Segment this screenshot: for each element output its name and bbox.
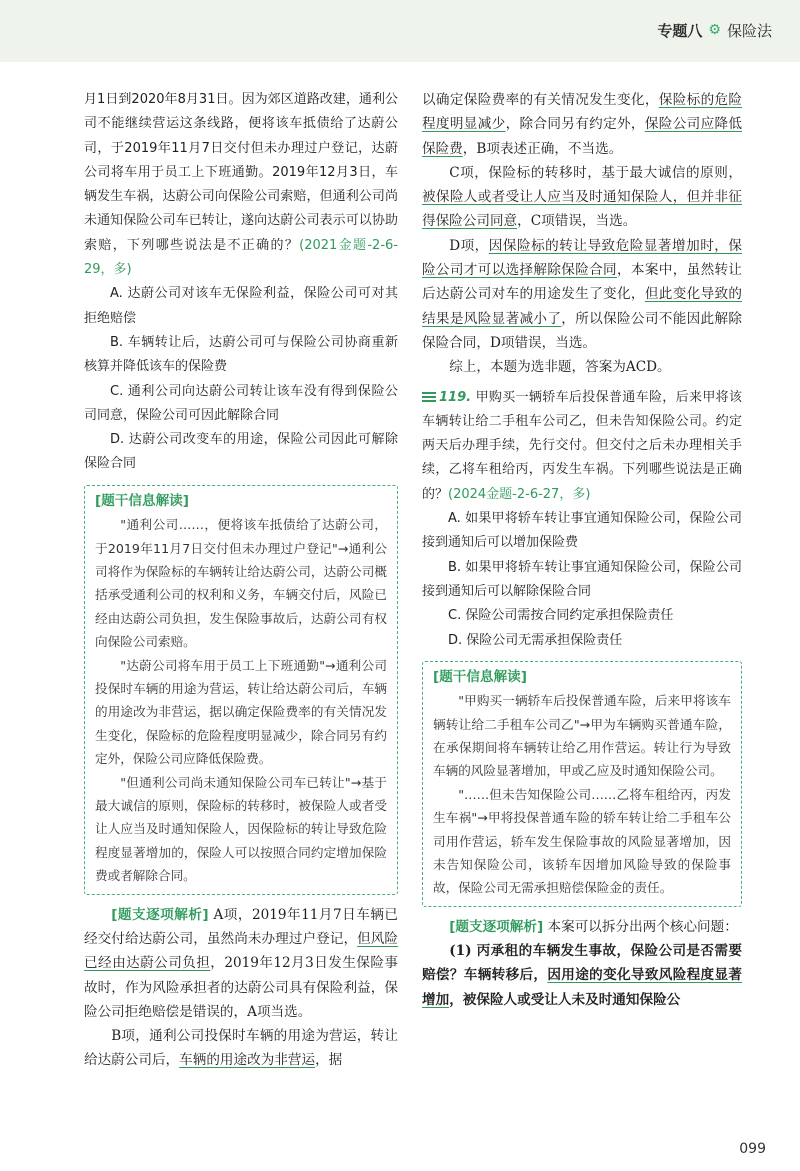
running-header (657, 18, 772, 42)
conclusion: 综上，本题为选非题，答案为ACD。 (449, 359, 671, 376)
info-box-title: [题干信息解读] (433, 668, 527, 685)
info-box-paragraph: "达蔚公司将车用于员工上下班通勤"→通利公司投保时车辆的用途为营运，转让给达蔚公司后，车辆的用途改为非营运，据以确定保险费率的有关情况发生变化，保险标的危险程度明显减少，除合同另有约定外，保险公司应降低保险费。 (95, 657, 387, 767)
option-b: B. 车辆转让后，达蔚公司可与保险公司协商重新核算并降低该车的保险费 (84, 334, 398, 375)
option-b: B. 如果甲将轿车转让事宜通知保险公司，保险公司接到通知后可以解除保险合同 (422, 559, 742, 599)
analysis-b-continued: 以确定保险费率的有关情况发生变化，保险标的危险程度明显减少，除合同另有约定外，保险公司应降低保险费，B项表述正确，不当选。 (422, 92, 743, 157)
option-a: A. 如果甲将轿车转让事宜通知保险公司，保险公司接到通知后可以增加保险费 (422, 511, 742, 551)
analysis-point-1: (1) 丙承租的车辆发生事故，保险公司是否需要赔偿？车辆转移后，因用途的变化导致风险程度显著增加，被保险人或受让人未及时通知保险公 (422, 943, 743, 1008)
option-c: C. 通利公司向达蔚公司转让该车没有得到保险公司同意，保险公司可因此解除合同 (84, 383, 398, 423)
analysis-c: C项，保险标的转移时，基于最大诚信的原则，被保险人或者受让人应当及时通知保险人，但并非征得保险公司同意，C项错误，当选。 (422, 164, 742, 230)
info-box-paragraph: "甲购买一辆轿车后投保普通车险，后来甲将该车辆转让给二手租车公司乙"→甲为车辆购买普通车险，在承保期间将车辆转让给乙用作营运。转让行为导致车辆的风险显著增加，甲或乙应及时通知保险公司。 (433, 693, 731, 779)
analysis-d: D项，因保险标的转让导致危险显著增加时，保险公司才可以选择解除保险合同，本案中，虽然转让后达蔚公司对车的用途发生了变化，但此变化导致的结果是风险显著减小了，所以保险公司不能因此解除保险合同，D项错误，当选。 (422, 237, 743, 351)
info-box-paragraph: "……但未告知保险公司……乙将车租给丙，丙发生车祸"→甲将投保普通车险的轿车转让给二手租车公司用作营运，轿车发生保险事故的风险显著增加，因未告知保险公司，该轿车因增加风险导致的保险事故，保险公司无需承担赔偿保险金的责任。 (433, 786, 731, 896)
option-d: D. 保险公司无需承担保险责任 (448, 632, 623, 648)
question-source: (2021金题-2-6-29，多) (84, 237, 398, 278)
info-box (84, 485, 398, 895)
info-box-paragraph: "通利公司……，便将该车抵债给了达蔚公司，于2019年11月7日交付但未办理过户登记"→通利公司将作为保险标的车辆转让给达蔚公司，达蔚公司概括承受通利公司的权利和义务，车辆交付后，风险已经由达蔚公司负担，发生保险事故后，达蔚公司有权向保险公司索赔。 (95, 517, 387, 650)
info-box-paragraph: "但通利公司尚未通知保险公司车已转让"→基于最大诚信的原则，保险标的转移时，被保险人或者受让人应当及时通知保险人，因保险标的转让导致危险程度显著增加的，保险人可以按照合同约定增加保险费或者解除合同。 (95, 774, 387, 884)
option-c: C. 保险公司需按合同约定承担保险责任 (448, 608, 674, 624)
chapter-label: 专题八 (657, 21, 703, 40)
option-d: D. 达蔚公司改变车的用途，保险公司因此可解除保险合同 (84, 432, 398, 472)
analysis-b: B项，通利公司投保时车辆的用途为营运，转让给达蔚公司后，车辆的用途改为非营运，据 (84, 1028, 398, 1069)
left-column (84, 88, 398, 1073)
question-source: (2024金题-2-6-27，多) (448, 486, 591, 502)
section-label: 保险法 (726, 21, 772, 40)
page-number: 099 (739, 1141, 766, 1157)
question-number: 119. (439, 389, 472, 405)
question-marker-icon (422, 392, 436, 402)
analysis-a: [题支逐项解析] A项，2019年11月7日车辆已经交付给达蔚公司，虽然尚未办理过户登记，但风险已经由达蔚公司负担，2019年12月3日发生保险事故时，作为风险承担者的达蔚公司具有保险利益，保险公司拒绝赔偿是错误的，A项当选。 (84, 906, 399, 1020)
right-column (422, 88, 742, 1012)
question-119: 119. 甲购买一辆轿车后投保普通车险，后来甲将该车辆转让给二手租车公司乙，但未告知保险公司。约定两天后办理手续，先行交付。但交付之后未办理相关手续，乙将车租给丙，丙发生车祸。下列哪些说法是正确的？(2024金题-2-6-27，多) (422, 389, 742, 502)
analysis-intro: [题支逐项解析] 本案可以拆分出两个核心问题： (449, 918, 738, 935)
analysis-tag: [题支逐项解析] (111, 906, 209, 923)
info-box (422, 661, 742, 907)
info-box-title: [题干信息解读] (95, 492, 189, 509)
question-stem-continued: 月1日到2020年8月31日。因为郊区道路改建，通利公司不能继续营运这条线路，便将该车抵债给了达蔚公司，于2019年11月7日交付但未办理过户登记，达蔚公司将车用于员工上下班通勤。2019年12月3日，车辆发生车祸，达蔚公司向保险公司索赔，但通利公司尚未通知保险公司车已转让，遂向达蔚公司表示可以协助索赔，下列哪些说法是不正确的？(2021金题-2-6-29，多) (84, 92, 398, 278)
option-a: A. 达蔚公司对该车无保险利益，保险公司可对其拒绝赔偿 (84, 286, 398, 326)
analysis-tag: [题支逐项解析] (449, 918, 544, 935)
gear-icon: ⚙ (708, 22, 721, 38)
